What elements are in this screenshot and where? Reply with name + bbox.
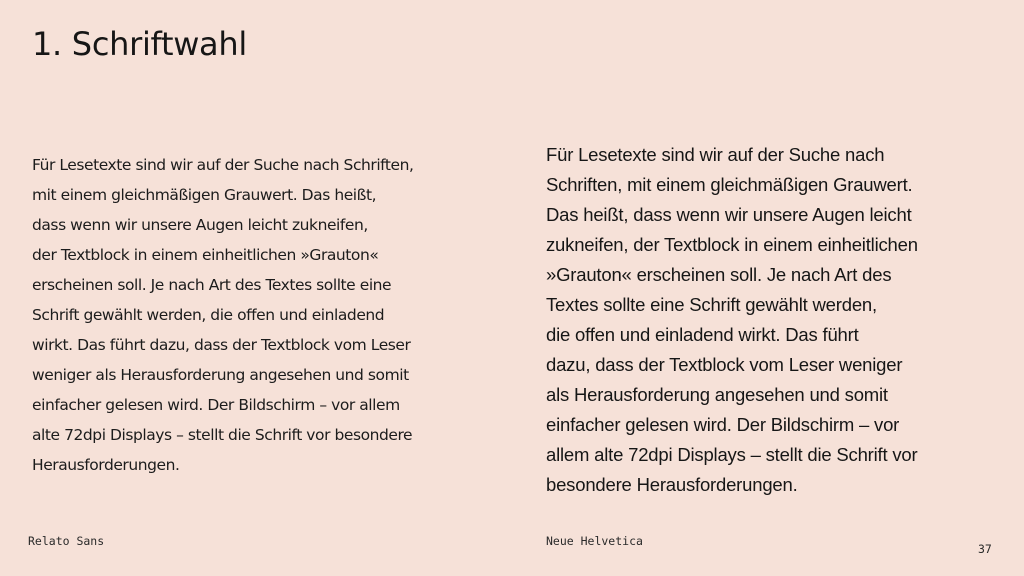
- text-line: erscheinen soll. Je nach Art des Textes sollte eine: [32, 276, 392, 294]
- text-line: besondere Herausforderungen.: [546, 474, 798, 495]
- text-line: allem alte 72dpi Displays – stellt die Schrift vor: [546, 444, 918, 465]
- font-caption-right: Neue Helvetica: [546, 534, 643, 548]
- font-caption-left: Relato Sans: [28, 534, 105, 548]
- text-line: dass wenn wir unsere Augen leicht zukneifen,: [32, 216, 368, 234]
- sample-text-neue-helvetica: [546, 140, 996, 500]
- text-line: Herausforderungen.: [32, 456, 180, 474]
- text-line: die offen und einladend wirkt. Das führt: [546, 324, 859, 345]
- text-line: alte 72dpi Displays – stellt die Schrift vor besondere: [32, 426, 413, 444]
- text-line: dazu, dass der Textblock vom Leser weniger: [546, 354, 903, 375]
- text-line: zukneifen, der Textblock in einem einheitlichen: [546, 234, 918, 255]
- slide-title: 1. Schriftwahl: [32, 25, 247, 63]
- text-line: wirkt. Das führt dazu, dass der Textblock vom Leser: [32, 336, 411, 354]
- text-line: »Grauton« erscheinen soll. Je nach Art des: [546, 264, 892, 285]
- text-line: Schriften, mit einem gleichmäßigen Grauwert.: [546, 174, 913, 195]
- text-line: mit einem gleichmäßigen Grauwert. Das heißt,: [32, 186, 377, 204]
- text-line: Schrift gewählt werden, die offen und einladend: [32, 306, 385, 324]
- text-line: einfacher gelesen wird. Der Bildschirm – vor allem: [32, 396, 400, 414]
- sample-text-relato-sans: [32, 150, 502, 480]
- text-line: Textes sollte eine Schrift gewählt werden,: [546, 294, 877, 315]
- page-number: 37: [978, 542, 992, 556]
- text-line: Für Lesetexte sind wir auf der Suche nach: [546, 144, 885, 165]
- text-line: als Herausforderung angesehen und somit: [546, 384, 888, 405]
- text-line: weniger als Herausforderung angesehen und somit: [32, 366, 409, 384]
- text-line: der Textblock in einem einheitlichen »Grauton«: [32, 246, 379, 264]
- text-line: Das heißt, dass wenn wir unsere Augen leicht: [546, 204, 912, 225]
- text-line: Für Lesetexte sind wir auf der Suche nach Schriften,: [32, 156, 414, 174]
- text-line: einfacher gelesen wird. Der Bildschirm – vor: [546, 414, 900, 435]
